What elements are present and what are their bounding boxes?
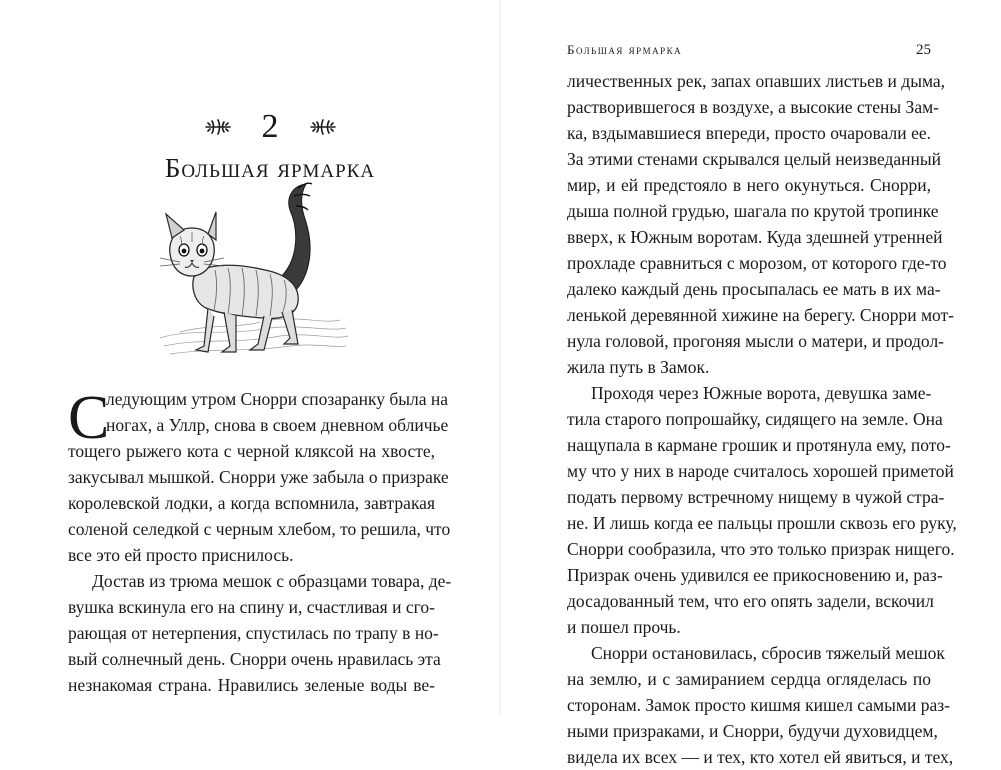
text-line: ными призраками, и Снорри, будучи духовидцем, bbox=[567, 721, 938, 741]
text-line: вый солнечный день. Снорри очень нравилась эта bbox=[68, 649, 441, 669]
page-number: 25 bbox=[916, 42, 931, 58]
text-line: и пошел прочь. bbox=[567, 617, 681, 637]
text-line: растворившегося в воздухе, а высокие стены Зам- bbox=[567, 97, 939, 117]
text-line: вушка вскинула его на спину и, счастливая и сго- bbox=[68, 597, 435, 617]
left-page bbox=[0, 0, 500, 715]
text-line: видела их всех — и тех, кто хотел ей явиться, и тех, bbox=[567, 747, 954, 767]
text-line: ледующим утром Снорри спозаранку была на bbox=[106, 389, 449, 409]
chapter-number: 2 bbox=[261, 108, 279, 145]
text-line: рающая от нетерпения, спустилась по трапу в но- bbox=[68, 623, 439, 643]
text-line: За этими стенами скрывался целый неизведанный bbox=[567, 149, 942, 169]
text-line: мир, и ей предстояло в него окунуться. Снорри, bbox=[567, 175, 931, 195]
text-line: Снорри остановилась, сбросив тяжелый мешок bbox=[591, 643, 945, 663]
text-line: ленькой деревянной хижине на берегу. Снорри мот- bbox=[567, 305, 955, 325]
text-line: подать первому встречному нищему в чужой стра- bbox=[567, 487, 945, 507]
text-line: тила старого попрошайку, сидящего на земле. Она bbox=[567, 409, 943, 429]
running-head-title: Большая ярмарка bbox=[567, 42, 683, 57]
right-page bbox=[500, 0, 1001, 767]
text-line: прохладе сравниться с морозом, от которого где-то bbox=[567, 253, 947, 273]
text-line: незнакомая страна. Нравились зеленые воды ве- bbox=[68, 675, 435, 695]
text-line: сторонам. Замок просто кишмя кишел самыми раз- bbox=[567, 695, 950, 715]
text-line: личественных рек, запах опавших листьев и дыма, bbox=[567, 71, 946, 91]
text-line: нащупала в кармане грошик и протянула ему, пото- bbox=[567, 435, 951, 455]
text-line: дыша полной грудью, шагала по крутой тропинке bbox=[567, 201, 939, 221]
chapter-title: Большая ярмарка bbox=[164, 153, 376, 183]
chapter-number-row bbox=[110, 106, 430, 148]
cat-illustration bbox=[150, 178, 350, 368]
text-line: Достав из трюма мешок с образцами товара, де- bbox=[92, 571, 452, 591]
text-line: не. И лишь когда ее пальцы прошли сквозь его руку, bbox=[567, 513, 957, 533]
text-line: на землю, и с замиранием сердца огляделась по bbox=[567, 669, 931, 689]
text-line: ка, вздымавшиеся впереди, просто очаровали ее. bbox=[567, 123, 931, 143]
text-line: все это ей просто приснилось. bbox=[68, 545, 294, 565]
right-ornament-icon bbox=[309, 116, 337, 138]
text-line: Проходя через Южные ворота, девушка заме- bbox=[591, 383, 932, 403]
text-line: Призрак очень удивился ее прикосновению и, раз- bbox=[567, 565, 943, 585]
text-line: далеко каждый день просыпалась ее мать в их ма- bbox=[567, 279, 941, 299]
text-line: досадованный тем, что его опять задели, вскочил bbox=[567, 591, 934, 611]
drop-cap: С bbox=[68, 384, 110, 452]
text-line: королевской лодки, а когда вспомнила, завтракая bbox=[68, 493, 435, 513]
text-line: нула головой, прогоняя мысли о матери, и продол- bbox=[567, 331, 945, 351]
text-line: соленой селедкой с черным хлебом, то решила, что bbox=[68, 519, 451, 539]
text-line: вверх, к Южным воротам. Куда здешней утренней bbox=[567, 227, 943, 247]
text-line: тощего рыжего кота с черной кляксой на хвосте, bbox=[68, 441, 435, 461]
chapter-heading bbox=[110, 106, 430, 188]
running-head bbox=[567, 42, 931, 62]
left-page-text bbox=[68, 384, 452, 698]
left-ornament-icon bbox=[204, 116, 232, 138]
text-line: закусывал мышкой. Снорри уже забыла о призраке bbox=[68, 467, 449, 487]
text-line: му что у них в народе считалось хорошей приметой bbox=[567, 461, 954, 481]
right-page-text bbox=[567, 68, 957, 770]
text-line: ногах, а Уллр, снова в своем дневном обличье bbox=[106, 415, 449, 435]
text-line: жила путь в Замок. bbox=[567, 357, 710, 377]
text-line: Снорри сообразила, что это только призрак нищего. bbox=[567, 539, 955, 559]
